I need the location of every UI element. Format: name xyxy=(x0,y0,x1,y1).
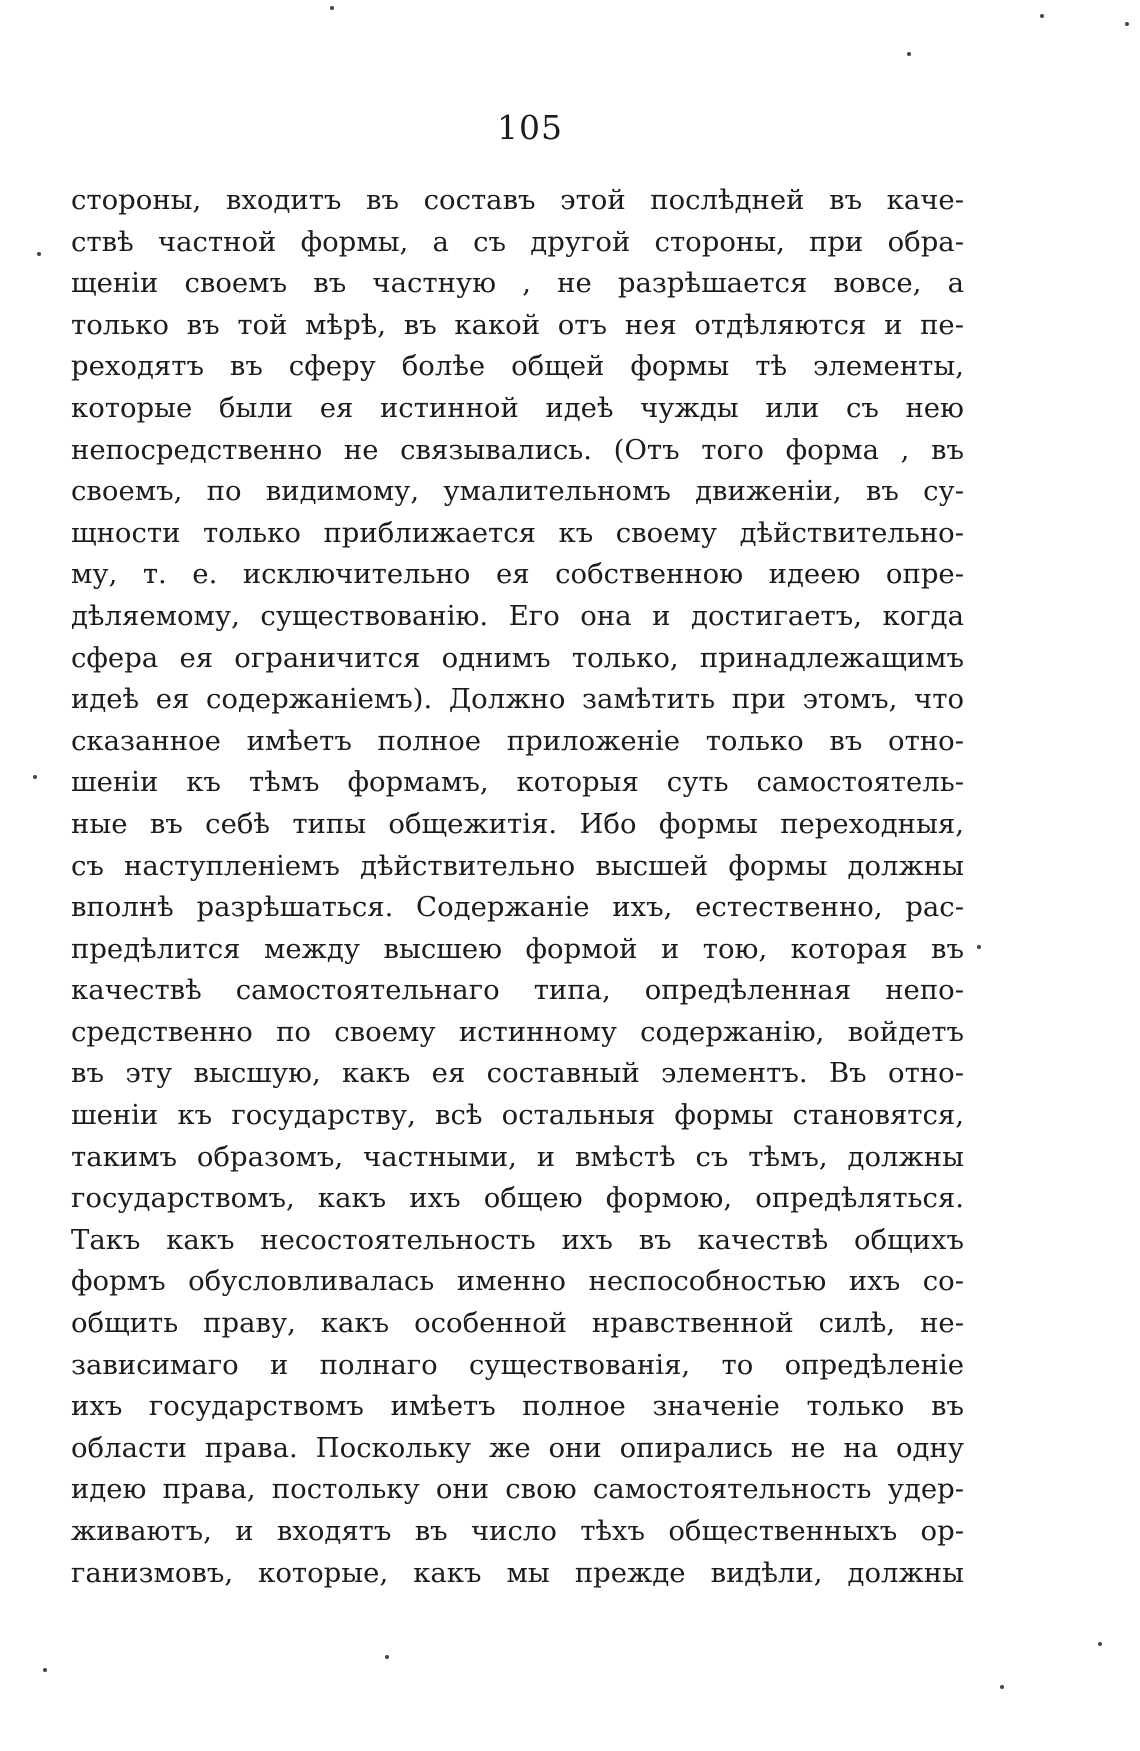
text-line: дѣляемому, существованію. Его она и достигаетъ, когда xyxy=(71,599,964,632)
text-line: му, т. е. исключительно ея собственною идеею опре- xyxy=(71,558,964,591)
text-line: щности только приближается къ своему дѣйствительно- xyxy=(71,516,964,549)
scan-speck xyxy=(330,6,334,10)
text-line: идеѣ ея содержаніемъ). Должно замѣтить при этомъ, что xyxy=(71,683,964,716)
text-line: только въ той мѣрѣ, въ какой отъ нея отдѣляются и пе- xyxy=(71,308,964,341)
text-line: сказанное имѣетъ полное приложеніе только въ отно- xyxy=(71,724,964,757)
text-line: качествѣ самостоятельнаго типа, опредѣленная непо- xyxy=(71,974,964,1007)
text-line: сфера ея ограничится однимъ только, принадлежащимъ xyxy=(71,641,964,674)
text-line: ствѣ частной формы, а съ другой стороны, при обра- xyxy=(71,225,964,258)
text-line: шеніи къ государству, всѣ остальныя формы становятся, xyxy=(71,1099,964,1132)
text-line: предѣлится между высшею формой и тою, которая въ xyxy=(71,932,964,965)
scan-speck xyxy=(385,1655,389,1659)
text-line: реходятъ въ сферу болѣе общей формы тѣ элементы, xyxy=(71,350,964,383)
page-number: 105 xyxy=(497,108,563,147)
scan-speck xyxy=(37,252,41,256)
text-line: стороны, входитъ въ составъ этой послѣдней въ каче- xyxy=(71,184,964,216)
text-line: формъ обусловливалась именно неспособностью ихъ со- xyxy=(71,1265,964,1298)
scan-speck xyxy=(43,1668,47,1672)
text-line: щеніи своемъ въ частную , не разрѣшается вовсе, а xyxy=(71,267,964,300)
scan-speck xyxy=(1040,14,1044,18)
text-line: ганизмовъ, которые, какъ мы прежде видѣли, должны xyxy=(71,1556,964,1589)
text-line: съ наступленіемъ дѣйствительно высшей формы должны xyxy=(71,849,964,882)
text-line: идею права, постольку они свою самостоятельность удер- xyxy=(71,1473,964,1506)
scan-speck xyxy=(33,775,37,779)
text-line: въ эту высшую, какъ ея составный элементъ. Въ отно- xyxy=(71,1057,964,1090)
text-line: области права. Поскольку же они опирались не на одну xyxy=(71,1431,964,1464)
text-line: шеніи къ тѣмъ формамъ, которыя суть самостоятель- xyxy=(71,766,964,799)
scan-speck xyxy=(907,52,911,56)
scan-speck xyxy=(1098,1642,1102,1646)
text-line: государствомъ, какъ ихъ общею формою, опредѣляться. xyxy=(71,1182,964,1215)
text-line: такимъ образомъ, частными, и вмѣстѣ съ тѣмъ, должны xyxy=(71,1140,964,1173)
text-line: ихъ государствомъ имѣетъ полное значеніе только въ xyxy=(71,1390,964,1423)
text-line: непосредственно не связывались. (Отъ того форма , въ xyxy=(71,433,964,466)
text-line: своемъ, по видимому, умалительномъ движеніи, въ су- xyxy=(71,475,964,508)
scan-speck xyxy=(1125,22,1129,26)
text-line: которые были ея истинной идеѣ чужды или съ нею xyxy=(71,391,964,424)
text-line: Такъ какъ несостоятельность ихъ въ качествѣ общихъ xyxy=(71,1223,964,1256)
scan-speck xyxy=(1000,1685,1004,1689)
text-line: общить праву, какъ особенной нравственной силѣ, не- xyxy=(71,1307,964,1340)
text-line: вполнѣ разрѣшаться. Содержаніе ихъ, естественно, рас- xyxy=(71,891,964,924)
text-line: живаютъ, и входятъ въ число тѣхъ общественныхъ ор- xyxy=(71,1515,964,1547)
body-text xyxy=(71,180,964,1594)
scan-speck xyxy=(977,945,981,949)
text-line: ные въ себѣ типы общежитія. Ибо формы переходныя, xyxy=(71,807,964,840)
text-line: зависимаго и полнаго существованія, то опредѣленіе xyxy=(71,1348,964,1381)
text-line: средственно по своему истинному содержанію, войдетъ xyxy=(71,1015,964,1048)
